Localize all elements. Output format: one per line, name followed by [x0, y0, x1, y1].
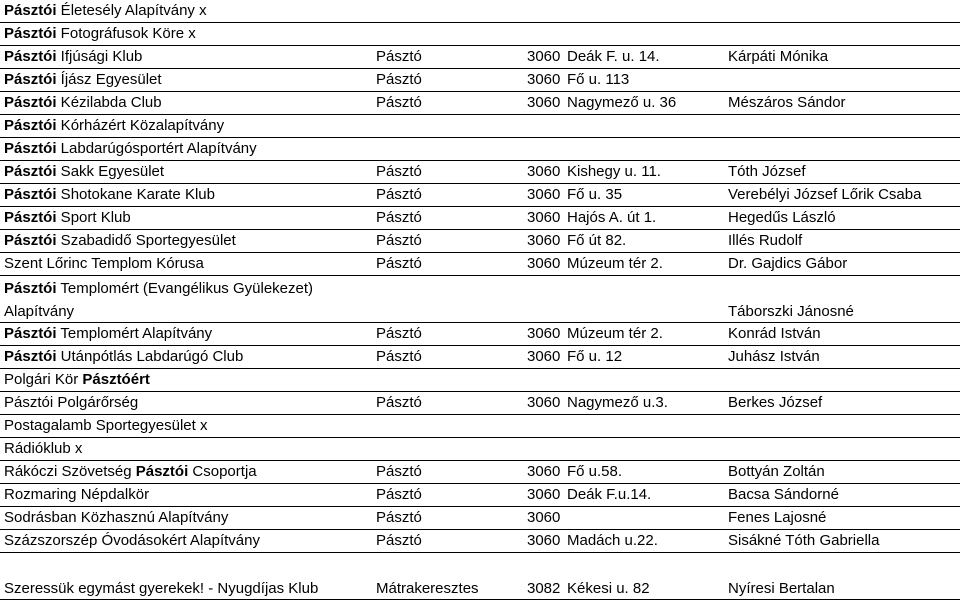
org-name-highlight: Pásztói [4, 71, 57, 88]
org-name-prefix: Pásztói Polgárőrség [4, 394, 139, 411]
org-name-suffix: Életesély Alapítvány x [56, 2, 207, 19]
zip-code: 3060 [527, 394, 561, 411]
street-address: Kékesi u. 82 [567, 580, 650, 597]
table-row [0, 415, 960, 438]
org-name [4, 439, 82, 458]
org-name-suffix: Shotokane Karate Klub [56, 186, 215, 203]
contact-person: Konrád István [728, 325, 821, 342]
table-row [0, 484, 960, 507]
org-name-suffix: Íjász Egyesület [56, 71, 162, 88]
contact-person: Verebélyi József Lőrik Csaba [728, 186, 922, 203]
org-name [4, 370, 150, 389]
street-address: Hajós A. út 1. [567, 209, 657, 226]
org-name-suffix: Sport Klub [56, 209, 131, 226]
zip-code: 3060 [527, 486, 561, 503]
zip-code: 3060 [527, 186, 561, 203]
zip-code: 3060 [527, 348, 561, 365]
table-row [0, 0, 960, 23]
city: Pásztó [376, 486, 422, 503]
street-address: Fő u. 113 [567, 71, 630, 88]
org-name-continuation: Alapítvány [4, 303, 75, 320]
city: Pásztó [376, 186, 422, 203]
org-name-prefix: Szent Lőrinc Templom Kórusa [4, 255, 204, 272]
table-row [0, 46, 960, 69]
contact-person: Juhász István [728, 348, 820, 365]
street-address: Nagymező u.3. [567, 394, 668, 411]
zip-code: 3060 [527, 509, 561, 526]
org-name-highlight: Pásztói [4, 348, 57, 365]
org-name-highlight: Pásztói [4, 280, 57, 297]
org-name-suffix: Csoportja [188, 463, 257, 480]
table-row [0, 438, 960, 461]
street-address: Fő u. 35 [567, 186, 623, 203]
org-name-prefix: Sodrásban Közhasznú Alapítvány [4, 509, 229, 526]
org-name-highlight: Pásztóért [82, 371, 150, 388]
org-name [4, 254, 204, 273]
zip-code: 3060 [527, 163, 561, 180]
org-name-highlight: Pásztói [4, 163, 57, 180]
city: Pásztó [376, 255, 422, 272]
street-address: Deák F. u. 14. [567, 48, 660, 65]
contact-person: Fenes Lajosné [728, 509, 827, 526]
table-row [0, 230, 960, 253]
org-name-highlight: Pásztói [4, 94, 57, 111]
zip-code: 3060 [527, 532, 561, 549]
org-name-prefix: Rádióklub x [4, 440, 83, 457]
org-name-prefix: Rákóczi Szövetség [4, 463, 136, 480]
table-row [0, 323, 960, 346]
zip-code: 3082 [527, 580, 561, 597]
contact-person: Mészáros Sándor [728, 94, 846, 111]
city: Pásztó [376, 71, 422, 88]
org-name-prefix: Polgári Kör [4, 371, 83, 388]
contact-person: Bacsa Sándorné [728, 486, 839, 503]
org-name [4, 185, 215, 204]
org-name [4, 279, 313, 298]
org-name [4, 1, 207, 20]
org-name-prefix: Szeressük egymást gyerekek! - Nyugdíjas Klub [4, 580, 319, 597]
contact-person: Kárpáti Mónika [728, 48, 829, 65]
table-row [0, 92, 960, 115]
org-name-prefix: Postagalamb Sportegyesület x [4, 417, 208, 434]
table-row [0, 115, 960, 138]
org-name-suffix: Fotográfusok Köre x [56, 25, 196, 42]
org-name-highlight: Pásztói [4, 48, 57, 65]
org-name [4, 24, 196, 43]
org-name-suffix: Sakk Egyesület [56, 163, 165, 180]
org-name-suffix: Templomért (Evangélikus Gyülekezet) [56, 280, 314, 297]
table-row [0, 461, 960, 484]
contact-person: Berkes József [728, 394, 823, 411]
org-name [4, 47, 142, 66]
table-row [0, 69, 960, 92]
org-name [4, 393, 138, 412]
zip-code: 3060 [527, 94, 561, 111]
contact-person: Sisákné Tóth Gabriella [728, 532, 880, 549]
org-name-suffix: Labdarúgósportért Alapítvány [56, 140, 257, 157]
table-row [0, 369, 960, 392]
city: Mátrakeresztes [376, 580, 479, 597]
org-name [4, 508, 228, 527]
table-row [0, 392, 960, 415]
city: Pásztó [376, 463, 422, 480]
org-name [4, 208, 131, 227]
table-row [0, 553, 960, 600]
org-name-highlight: Pásztói [4, 325, 57, 342]
zip-code: 3060 [527, 255, 561, 272]
contact-person: Dr. Gajdics Gábor [728, 255, 848, 272]
city: Pásztó [376, 163, 422, 180]
street-address: Fő út 82. [567, 232, 627, 249]
org-name [4, 116, 224, 135]
city: Pásztó [376, 232, 422, 249]
org-name [4, 231, 236, 250]
table-row [0, 184, 960, 207]
org-name [4, 347, 243, 366]
org-name-highlight: Pásztói [4, 232, 57, 249]
city: Pásztó [376, 348, 422, 365]
street-address: Deák F.u.14. [567, 486, 652, 503]
table-row [0, 138, 960, 161]
org-name-highlight: Pásztói [4, 140, 57, 157]
contact-person: Nyíresi Bertalan [728, 580, 835, 597]
city: Pásztó [376, 94, 422, 111]
city: Pásztó [376, 394, 422, 411]
org-name-suffix: Templomért Alapítvány [56, 325, 213, 342]
street-address: Múzeum tér 2. [567, 255, 663, 272]
org-name-suffix: Utánpótlás Labdarúgó Club [56, 348, 244, 365]
zip-code: 3060 [527, 325, 561, 342]
org-name [4, 531, 260, 550]
org-name [4, 485, 149, 504]
contact-person: Bottyán Zoltán [728, 463, 825, 480]
contact-person: Tóth József [728, 163, 806, 180]
org-name-suffix: Kórházért Közalapítvány [56, 117, 225, 134]
org-name [4, 70, 162, 89]
contact-person: Illés Rudolf [728, 232, 803, 249]
contact-person: Táborszki Jánosné [728, 303, 854, 320]
org-name-suffix: Szabadidő Sportegyesület [56, 232, 236, 249]
city: Pásztó [376, 532, 422, 549]
city: Pásztó [376, 48, 422, 65]
zip-code: 3060 [527, 232, 561, 249]
city: Pásztó [376, 325, 422, 342]
org-name-highlight: Pásztói [135, 463, 189, 480]
street-address: Fő u. 12 [567, 348, 623, 365]
street-address: Múzeum tér 2. [567, 325, 663, 342]
org-name-highlight: Pásztói [4, 25, 57, 42]
org-name [4, 579, 318, 598]
zip-code: 3060 [527, 209, 561, 226]
org-name-highlight: Pásztói [4, 209, 57, 226]
table-row [0, 276, 960, 323]
org-name-prefix: Rozmaring Népdalkör [4, 486, 150, 503]
street-address: Kishegy u. 11. [567, 163, 661, 180]
org-name [4, 462, 257, 481]
table-row [0, 161, 960, 184]
street-address: Fő u.58. [567, 463, 623, 480]
zip-code: 3060 [527, 463, 561, 480]
table-row [0, 530, 960, 553]
org-name-highlight: Pásztói [4, 117, 57, 134]
org-name-highlight: Pásztói [4, 186, 57, 203]
org-name-highlight: Pásztói [4, 2, 57, 19]
table-row [0, 507, 960, 530]
table-row [0, 207, 960, 230]
org-name [4, 93, 162, 112]
city: Pásztó [376, 509, 422, 526]
street-address: Madách u.22. [567, 532, 658, 549]
org-name-suffix: Ifjúsági Klub [56, 48, 143, 65]
zip-code: 3060 [527, 48, 561, 65]
org-name-prefix: Százszorszép Óvodásokért Alapítvány [4, 532, 260, 549]
org-name [4, 162, 164, 181]
city: Pásztó [376, 209, 422, 226]
zip-code: 3060 [527, 71, 561, 88]
table-row [0, 23, 960, 46]
org-name-suffix: Kézilabda Club [56, 94, 162, 111]
table-row [0, 253, 960, 276]
table-row [0, 346, 960, 369]
org-name [4, 139, 257, 158]
org-name [4, 324, 212, 343]
org-name [4, 416, 207, 435]
street-address: Nagymező u. 36 [567, 94, 677, 111]
contact-person: Hegedűs László [728, 209, 836, 226]
